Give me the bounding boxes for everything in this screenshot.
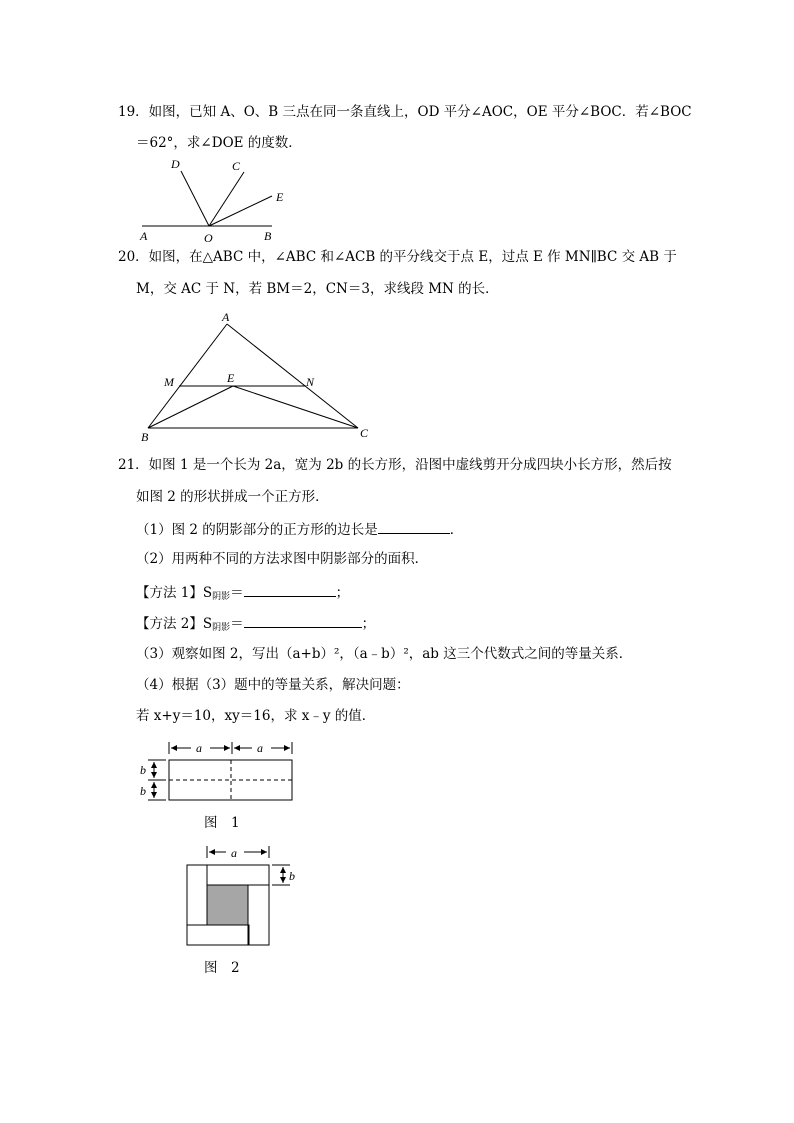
fig2-label-b: b (289, 869, 295, 883)
q20-label-b: B (141, 430, 149, 444)
fig1-caption: 图 1 (204, 815, 240, 831)
fig2-rect-top (207, 865, 269, 885)
q21-line2: 如图 2 的形状拼成一个正方形． (136, 489, 329, 505)
q21-line1: 21．如图 1 是一个长为 2a，宽为 2b 的长方形，沿图中虚线剪开分成四块小长方形，然后按 (118, 457, 672, 473)
q20-label-e: E (227, 371, 235, 385)
q19-line2: ＝62°，求∠DOE 的度数． (136, 135, 302, 151)
q21-method1-end: ； (335, 585, 350, 601)
q21-part1-end: ． (449, 522, 464, 538)
fig1-label-b2: b (140, 784, 146, 798)
q21-method2-sub: 阴影 (212, 623, 231, 633)
q20-label-a: A (222, 310, 230, 324)
q19-label-a: A (140, 229, 148, 243)
fig1-label-a2: a (257, 741, 263, 755)
q19-label-d: D (171, 157, 180, 171)
q21-part4: （4）根据（3）题中的等量关系，解决问题： (136, 677, 410, 693)
q21-method1-label: 【方法 1】S (136, 585, 213, 601)
q19-label-c: C (232, 159, 241, 173)
q20-label-c: C (360, 426, 369, 440)
fig1-label-a1: a (196, 741, 202, 755)
fig2-caption: 图 2 (204, 960, 240, 976)
q21-part1-text: （1）图 2 的阴影部分的正方形的边长是 (136, 522, 378, 538)
fig2-label-a: a (231, 846, 237, 860)
fig2-rect-right (248, 885, 269, 945)
q21-method1-eq: ＝ (230, 585, 244, 601)
q21-method2-eq: ＝ (230, 616, 244, 632)
fig2-shaded-square (207, 885, 248, 925)
fig2-rect-left (187, 865, 207, 925)
q21-part5: 若 x+y＝10，xy＝16，求 x﹣y 的值． (136, 708, 376, 724)
q19-label-e: E (276, 190, 284, 204)
q21-method2-end: ； (361, 616, 376, 632)
q21-part3: （3）观察如图 2，写出（a+b）²，（a﹣b）²，ab 这三个代数式之间的等量关系． (136, 646, 633, 662)
q20-line2: M，交 AC 于 N，若 BM＝2，CN＝3，求线段 MN 的长． (136, 281, 499, 297)
fig1-label-b1: b (140, 763, 146, 777)
q19-line1: 19．如图，已知 A、O、B 三点在同一条直线上，OD 平分∠AOC，OE 平分∠BOC．若∠BOC (118, 104, 692, 120)
fig2-rect-bottom (187, 925, 249, 945)
q19-label-b: B (264, 229, 272, 243)
q20-line1: 20．如图，在△ABC 中，∠ABC 和∠ACB 的平分线交于点 E，过点 E 作 MN∥BC 交 AB 于 (118, 249, 677, 265)
q21-part2: （2）用两种不同的方法求图中阴影部分的面积． (136, 551, 429, 567)
q20-label-m: M (164, 375, 174, 389)
q21-method2-label: 【方法 2】S (136, 616, 213, 632)
q20-label-n: N (306, 375, 315, 389)
q21-method1-sub: 阴影 (212, 592, 231, 602)
q19-label-o: O (204, 231, 213, 245)
